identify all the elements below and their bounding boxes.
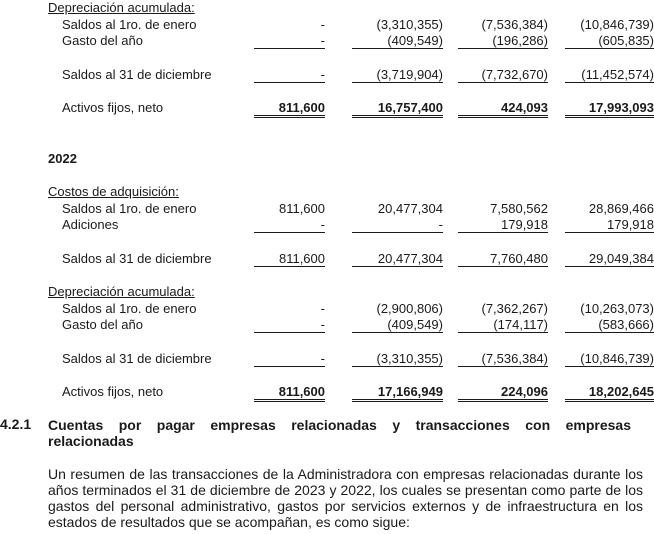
row-label: Saldos al 31 de diciembre [62,351,212,366]
cell-value: (7,536,384) [481,17,548,32]
cell-value: 179,918 [565,217,654,233]
net-label: Activos fijos, neto [62,100,164,115]
section-title-line1: Cuentas por pagar empresas relacionadas y transacciones con empresas [48,417,631,433]
year-heading: 2022 [48,151,77,166]
section-number: 4.2.1 [0,416,32,432]
net-value: 18,202,645 [565,384,654,402]
cell-value: 28,869,466 [588,201,654,216]
net-value: 424,093 [458,100,548,118]
cell-value: (10,846,739) [580,17,654,32]
row-label: Adiciones [62,217,119,232]
cell-value: (10,846,739) [565,351,654,367]
cell-value: - [254,67,325,83]
cost-header-2022: Costos de adquisición: [48,184,179,199]
row-label: Gasto del año [62,317,143,332]
depreciation-header-2023: Depreciación acumulada: [48,0,195,15]
cell-value: - [320,301,325,316]
cell-value: (7,362,267) [481,301,548,316]
cell-value: (3,310,355) [376,17,443,32]
cell-value: (10,263,073) [580,301,654,316]
row-label: Saldos al 1ro. de enero [62,17,197,32]
cell-value: 811,600 [254,251,325,267]
row-label: Saldos al 1ro. de enero [62,301,197,316]
cell-value: 7,760,480 [458,251,548,267]
cell-value: 7,580,562 [490,201,548,216]
cell-value: (7,732,670) [458,67,548,83]
cell-value: - [254,33,325,49]
net-value: 16,757,400 [352,100,443,118]
cell-value: - [352,217,443,233]
cell-value: (11,452,574) [565,67,654,83]
section-title-line2: relacionadas [48,433,134,449]
cell-value: (583,666) [565,317,654,333]
cell-value: (409,549) [352,317,443,333]
cell-value: 179,918 [458,217,548,233]
net-label: Activos fijos, neto [62,384,164,399]
cell-value: (3,719,904) [352,67,443,83]
cell-value: (196,286) [458,33,548,49]
row-label: Saldos al 31 de diciembre [62,67,212,82]
row-label: Saldos al 1ro. de enero [62,201,197,216]
cell-value: (7,536,384) [458,351,548,367]
cell-value: (3,310,355) [352,351,443,367]
row-label: Saldos al 31 de diciembre [62,251,212,266]
cell-value: (174,117) [458,317,548,333]
cell-value: (409,549) [352,33,443,49]
net-value: 811,600 [254,384,325,402]
cell-value: (605,835) [565,33,654,49]
cell-value: 811,600 [278,201,325,216]
net-value: 811,600 [254,100,325,118]
depreciation-header-2022: Depreciación acumulada: [48,284,195,299]
cell-value: - [254,317,325,333]
section-paragraph: Un resumen de las transacciones de la Administradora con empresas relacionadas durante los años terminados el 31 de diciembre de 2023 y 2022, los cuales se presentan como parte de los gastos del personal administrativo, gastos por servicios externos y de infraestructura en los estados de resultados que se acompañan, es como sigue: [48,466,643,530]
cell-value: - [254,217,325,233]
cell-value: 20,477,304 [377,201,443,216]
cell-value: (2,900,806) [376,301,443,316]
net-value: 17,993,093 [565,100,654,118]
net-value: 224,096 [458,384,548,402]
net-value: 17,166,949 [352,384,443,402]
row-label: Gasto del año [62,33,143,48]
cell-value: 29,049,384 [565,251,654,267]
cell-value: - [320,17,325,32]
cell-value: - [254,351,325,367]
cell-value: 20,477,304 [352,251,443,267]
